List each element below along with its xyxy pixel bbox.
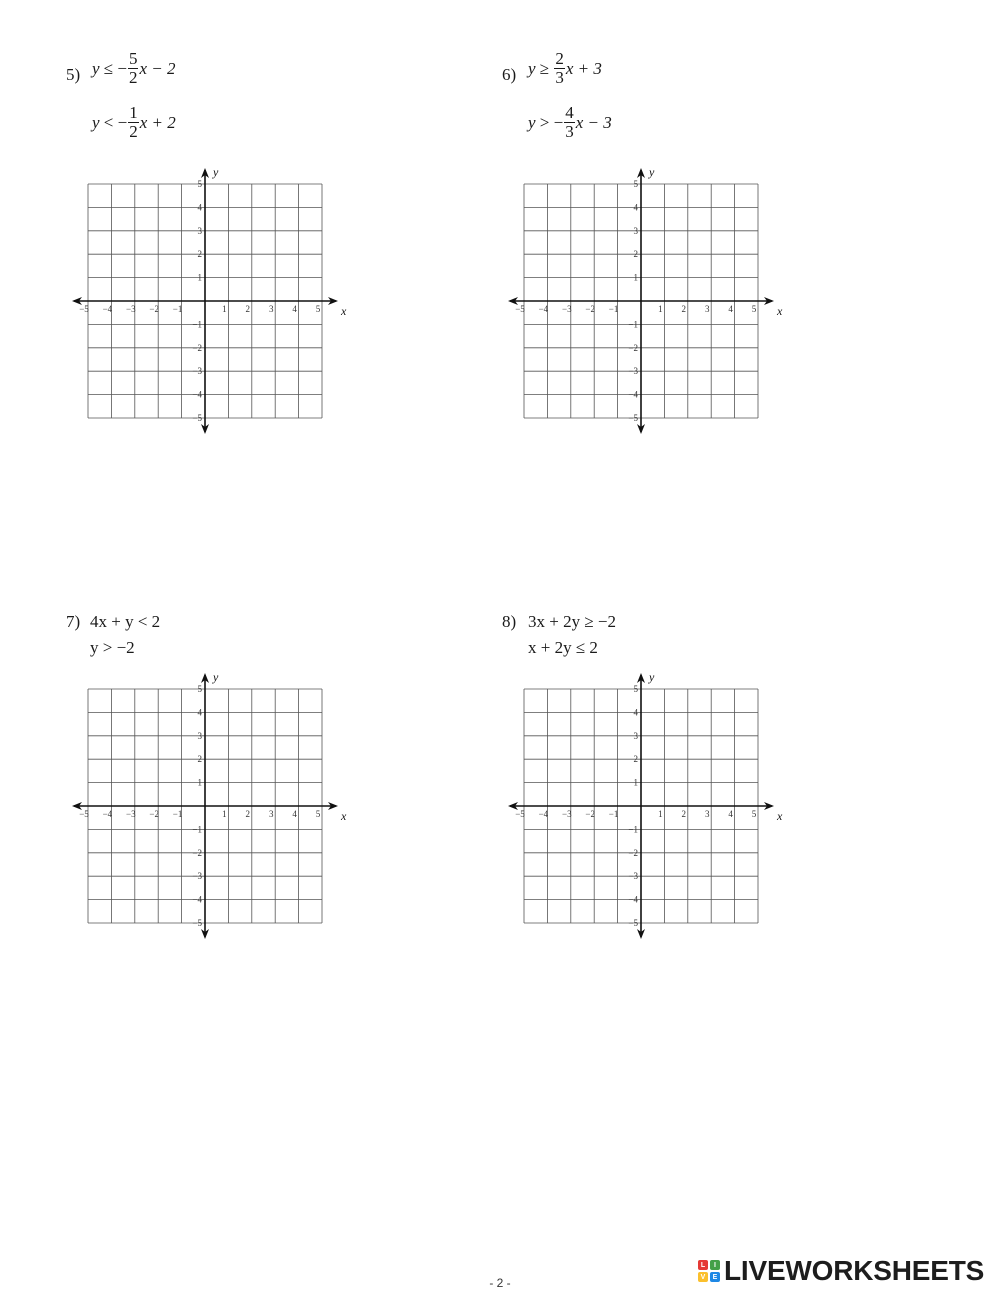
x-tick-label: −3	[126, 304, 136, 314]
y-tick-label: −4	[628, 389, 638, 400]
inequality-2: x + 2y ≤ 2	[528, 638, 598, 657]
inequality-2: y > − $\frac{4}{3}$ x − 3	[528, 103, 612, 141]
fraction: $\frac{5}{2}$	[128, 49, 138, 87]
y-tick-label: 3	[197, 225, 202, 236]
y-tick-label: −1	[628, 319, 638, 330]
x-tick-label: −1	[172, 304, 183, 314]
x-tick-label: −5	[79, 809, 89, 819]
x-tick-label: 2	[681, 304, 687, 314]
problem-number: 6)	[502, 65, 517, 84]
y-tick-label: −3	[628, 366, 638, 377]
y-tick-label: −2	[628, 342, 638, 353]
x-tick-label: 1	[222, 304, 227, 314]
x-tick-label: −1	[608, 304, 619, 314]
problem-number: 5)	[66, 65, 81, 84]
y-axis-label: y	[649, 670, 655, 684]
y-tick-label: −5	[192, 413, 202, 423]
x-tick-label: 4	[292, 809, 297, 819]
x-tick-label: 3	[704, 809, 710, 819]
y-tick-label: −5	[628, 918, 638, 928]
y-tick-label: 2	[633, 754, 638, 765]
x-tick-label: 3	[704, 304, 710, 314]
inequality-1: y ≤ − $\frac{5}{2}$ x − 2	[92, 49, 176, 87]
y-tick-label: −2	[192, 847, 202, 858]
x-tick-label: 2	[245, 809, 251, 819]
x-tick-label: −4	[538, 304, 549, 314]
inequality-2: y > −2	[90, 638, 135, 657]
coordinate-grid-8[interactable]	[498, 667, 788, 947]
x-tick-label: −4	[102, 304, 113, 314]
coordinate-grid-7[interactable]	[62, 667, 352, 947]
x-tick-label: 1	[658, 304, 663, 314]
x-tick-label: 4	[292, 304, 297, 314]
y-tick-label: 4	[197, 202, 202, 213]
x-tick-label: −5	[515, 304, 525, 314]
x-tick-label: 1	[658, 809, 663, 819]
logo-mark-icon: L I V E	[698, 1260, 720, 1282]
y-tick-label: 3	[197, 730, 202, 741]
x-tick-label: 4	[728, 304, 733, 314]
y-tick-label: −4	[192, 894, 202, 905]
y-axis-label: y	[213, 670, 219, 684]
y-tick-label: −3	[192, 871, 202, 882]
y-tick-label: 3	[633, 730, 638, 741]
coordinate-grid-5[interactable]	[62, 162, 352, 442]
x-tick-label: −3	[562, 304, 572, 314]
y-tick-label: −2	[628, 847, 638, 858]
y-tick-label: 5	[197, 179, 202, 189]
fraction: $\frac{2}{3}$	[555, 49, 564, 87]
y-tick-label: 1	[197, 777, 202, 788]
y-tick-label: 1	[197, 272, 202, 283]
problem-number: 8)	[502, 612, 517, 631]
y-tick-label: −1	[192, 824, 202, 835]
inequality-1: 3x + 2y ≥ −2	[528, 612, 617, 631]
y-tick-label: 5	[633, 179, 638, 189]
x-tick-label: 2	[681, 809, 687, 819]
page-number: - 2 -	[489, 1276, 511, 1290]
y-tick-label: 2	[197, 754, 202, 765]
y-tick-label: 5	[197, 684, 202, 694]
y-tick-label: −3	[192, 366, 202, 377]
inequality-1: y ≥ $\frac{2}{3}$ x + 3	[528, 49, 602, 87]
y-tick-label: −5	[628, 413, 638, 423]
x-tick-label: 4	[728, 809, 733, 819]
x-tick-label: 5	[315, 809, 321, 819]
x-tick-label: −1	[172, 809, 183, 819]
x-tick-label: 5	[751, 304, 757, 314]
y-tick-label: −5	[192, 918, 202, 928]
brand-name: LIVEWORKSHEETS	[724, 1255, 985, 1286]
y-axis-label: y	[213, 165, 219, 179]
x-tick-label: −4	[538, 809, 549, 819]
x-tick-label: −5	[515, 809, 525, 819]
y-axis-label: y	[649, 165, 655, 179]
x-tick-label: −2	[149, 304, 159, 314]
inequality-2: y < − $\frac{1}{2}$ x + 2	[92, 103, 176, 141]
x-tick-label: 5	[751, 809, 757, 819]
x-tick-label: −2	[585, 809, 595, 819]
y-tick-label: −3	[628, 871, 638, 882]
y-tick-label: −1	[192, 319, 202, 330]
y-tick-label: 2	[197, 249, 202, 260]
x-axis-label: x	[341, 304, 347, 318]
problem-number: 7)	[66, 612, 81, 631]
x-tick-label: −1	[608, 809, 619, 819]
y-tick-label: −2	[192, 342, 202, 353]
inequality-1: 4x + y < 2	[90, 612, 161, 631]
x-tick-label: 5	[315, 304, 321, 314]
fraction: $\frac{4}{3}$	[565, 103, 574, 141]
y-tick-label: −1	[628, 824, 638, 835]
x-axis-label: x	[777, 304, 783, 318]
x-tick-label: −5	[79, 304, 89, 314]
y-tick-label: 3	[633, 225, 638, 236]
x-tick-label: −4	[102, 809, 113, 819]
x-tick-label: 2	[245, 304, 251, 314]
x-axis-label: x	[341, 809, 347, 823]
y-tick-label: 4	[633, 202, 638, 213]
x-tick-label: 3	[268, 304, 274, 314]
y-tick-label: 1	[633, 272, 638, 283]
fraction: $\frac{1}{2}$	[129, 103, 138, 141]
y-tick-label: 5	[633, 684, 638, 694]
y-tick-label: 2	[633, 249, 638, 260]
x-tick-label: 1	[222, 809, 227, 819]
x-tick-label: −2	[149, 809, 159, 819]
y-tick-label: 4	[633, 707, 638, 718]
x-tick-label: 3	[268, 809, 274, 819]
y-tick-label: 4	[197, 707, 202, 718]
y-tick-label: 1	[633, 777, 638, 788]
liveworksheets-logo	[698, 1256, 984, 1286]
y-tick-label: −4	[628, 894, 638, 905]
x-tick-label: −3	[126, 809, 136, 819]
x-axis-label: x	[777, 809, 783, 823]
coordinate-grid-6[interactable]	[498, 162, 788, 442]
x-tick-label: −3	[562, 809, 572, 819]
x-tick-label: −2	[585, 304, 595, 314]
y-tick-label: −4	[192, 389, 202, 400]
